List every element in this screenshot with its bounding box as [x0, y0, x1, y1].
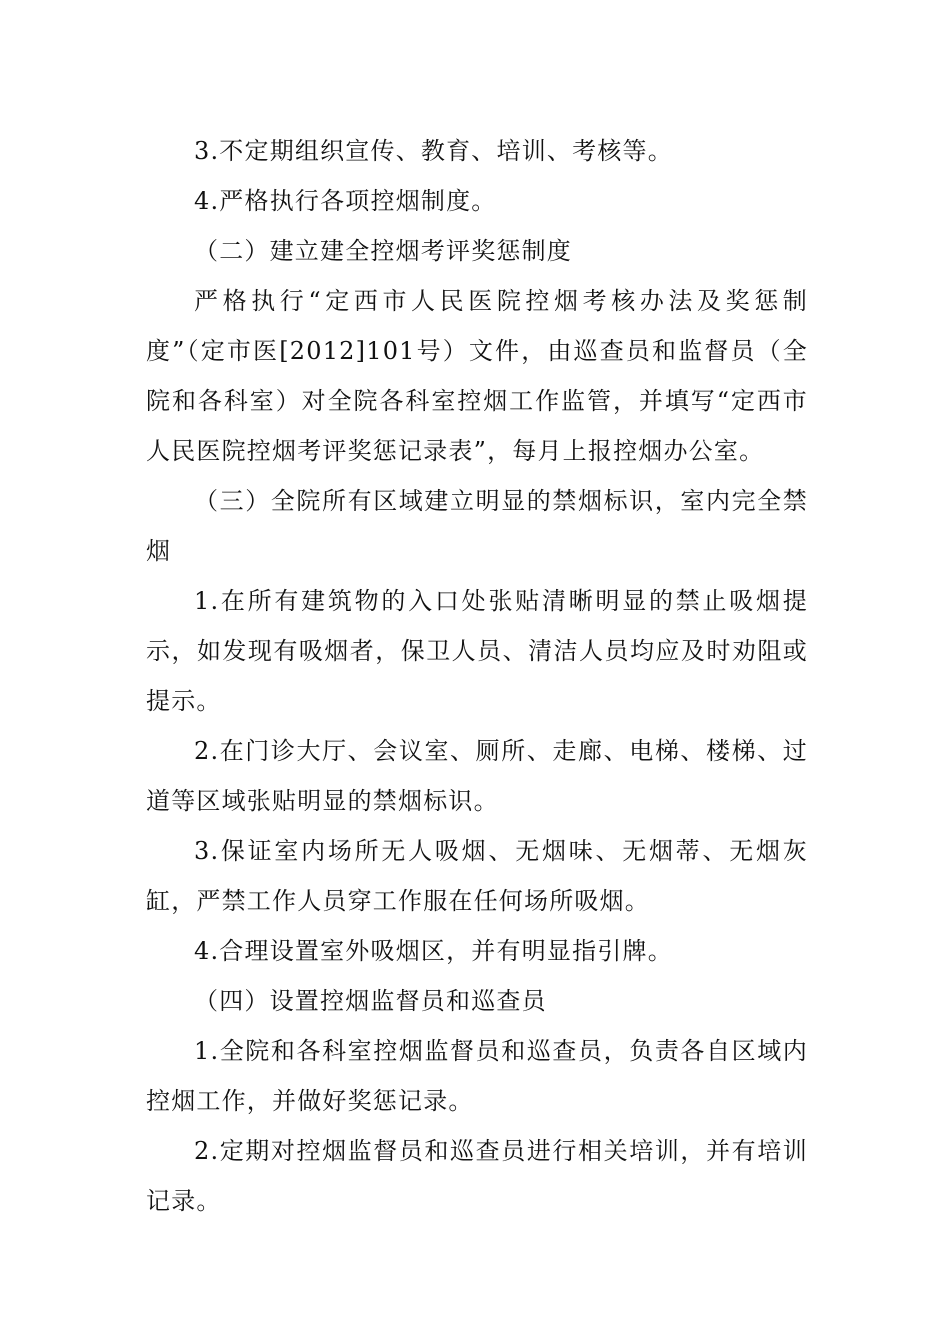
- document-body: [146, 126, 808, 1226]
- section-heading-2: （二）建立建全控烟考评奖惩制度: [194, 237, 572, 265]
- section-heading-3: （三）全院所有区域建立明显的禁烟标识，室内完全禁烟: [146, 487, 808, 565]
- section-heading-4: （四）设置控烟监督员和巡查员: [194, 987, 547, 1015]
- paragraph-item-1-entrance-signs: 1.在所有建筑物的入口处张贴清晰明显的禁止吸烟提示，如发现有吸烟者，保卫人员、清洁人员均应及时劝阻或提示。: [146, 587, 808, 715]
- paragraph-item-2-area-signs: 2.在门诊大厅、会议室、厕所、走廊、电梯、楼梯、过道等区域张贴明显的禁烟标识。: [146, 737, 808, 815]
- paragraph-item-4-outdoor-area: 4.合理设置室外吸烟区，并有明显指引牌。: [194, 937, 673, 965]
- paragraph-item-3-indoor-smoke-free: 3.保证室内场所无人吸烟、无烟味、无烟蒂、无烟灰缸，严禁工作人员穿工作服在任何场所吸烟。: [146, 837, 808, 915]
- paragraph-item-2-training: 2.定期对控烟监督员和巡查员进行相关培训，并有培训记录。: [146, 1137, 808, 1215]
- paragraph-item-4-enforce-rules: 4.严格执行各项控烟制度。: [194, 187, 497, 215]
- paragraph-evaluation-system: 严格执行“定西市人民医院控烟考核办法及奖惩制度”（定市医[2012]101号）文件，由巡查员和监督员（全院和各科室）对全院各科室控烟工作监管，并填写“定西市人民医院控烟考评奖惩记录表”，每月上报控烟办公室。: [146, 287, 808, 465]
- paragraph-item-1-supervisors: 1.全院和各科室控烟监督员和巡查员，负责各自区域内控烟工作，并做好奖惩记录。: [146, 1037, 808, 1115]
- paragraph-item-3-education: 3.不定期组织宣传、教育、培训、考核等。: [194, 137, 673, 165]
